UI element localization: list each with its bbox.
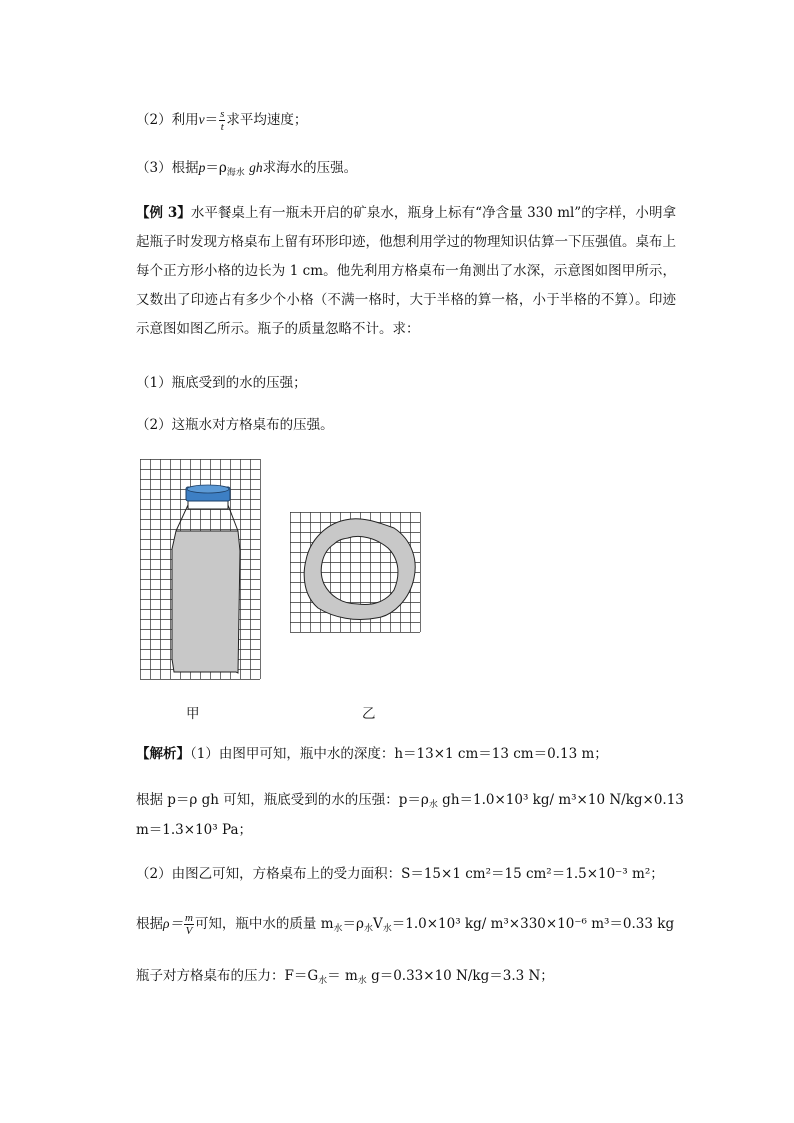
fraction-m-over-v: $\frac{m}{V}$	[184, 912, 193, 937]
example-label: 【例 3】	[136, 205, 191, 221]
sub-question-1: （1）瓶底受到的水的压强；	[136, 375, 307, 391]
sub-question-2: （2）这瓶水对方格桌布的压强。	[136, 417, 334, 433]
figure-yi-ring-grid	[290, 512, 422, 636]
hint-line-3: （3）根据$p=\rho_{海水}$ gh求海水的压强。	[136, 160, 358, 178]
bottle-water	[172, 531, 240, 673]
solution-label: 【解析】	[136, 746, 190, 762]
solution-line-3: （2）由图乙可知，方格桌布上的受力面积：S＝15×1 cm²＝15 cm²＝1.5×10⁻³ m²；	[136, 866, 664, 882]
figure-label-yi: 乙	[362, 706, 376, 722]
solution-line-1: 【解析】（1）由图甲可知，瓶中水的深度：h＝13×1 cm＝13 cm＝0.13 m；	[136, 746, 608, 762]
figure-label-jia: 甲	[186, 706, 200, 722]
solution-line-4: 根据ρ＝ $\frac{m}{V}$ 可知，瓶中水的质量 $m_水=\rho_水V_水=1.0\times 10^3$ kg/ m³×330×10⁻⁶ m³＝0.33 kg	[136, 912, 675, 937]
solution-line-5: 瓶子对方格桌布的压力：$F=G_水= m_水$ g＝0.33×10 N/kg＝3.3 N；	[136, 968, 554, 986]
example-3-problem: 【例 3】水平餐桌上有一瓶未开启的矿泉水，瓶身上标有“净含量 330 ml”的字样，小明拿起瓶子时发现方格桌布上留有环形印迹，他想利用学过的物理知识估算一下压强值。桌布上每个正方形小格的边长为 1 cm。他先利用方格桌布一角测出了水深，示意图如图甲所示，又数出了印迹占有多少个小格（不满一格时，大于半格的算一格，小于半格的不算）。印迹示意图如图乙所示。瓶子的质量忽略不计。求：	[136, 205, 677, 337]
figure-jia-bottle-grid	[140, 459, 266, 685]
solution-line-2: 根据 p＝ρ gh 可知，瓶底受到的水的压强：$p=\rho_水$ gh＝1.0×10³ kg/ m³×10 N/kg×0.13	[136, 792, 684, 810]
fraction-s-over-t: $\frac{s}{t}$	[220, 108, 225, 133]
solution-line-2b: m＝1.3×10³ Pa；	[136, 822, 252, 838]
hint-line-2: （2）利用v＝ $\frac{s}{t}$ 求平均速度；	[136, 108, 308, 133]
ring-imprint	[304, 519, 415, 620]
